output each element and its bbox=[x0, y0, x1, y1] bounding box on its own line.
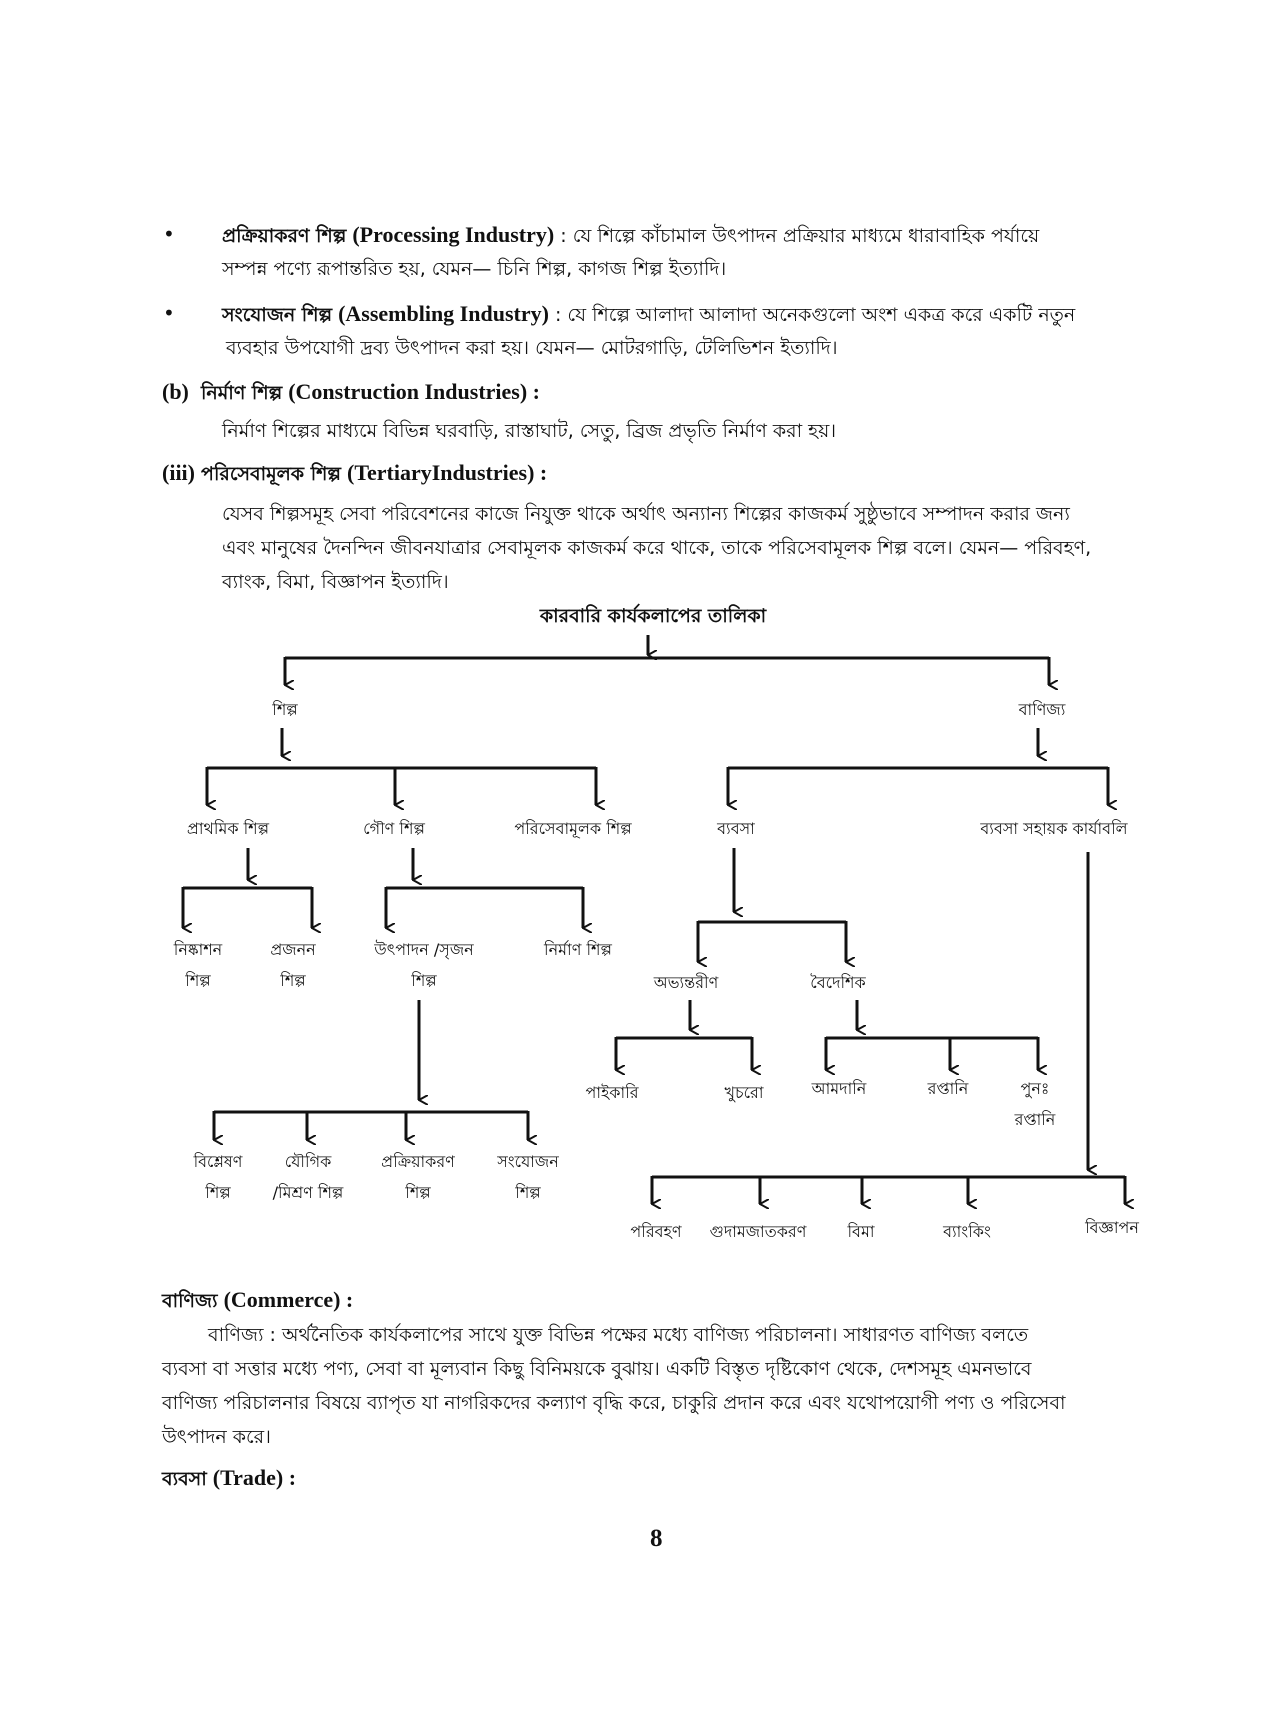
node-parisebamulak: পরিসেবামূলক শিল্প bbox=[514, 819, 632, 838]
node-paikari: পাইকারি bbox=[585, 1083, 639, 1102]
section-iii-title-bn: পরিসেবামূলক শিল্প bbox=[201, 463, 341, 485]
node-bima: বিমা bbox=[847, 1222, 875, 1241]
node-bishleshan-1: বিশ্লেষণ bbox=[193, 1152, 243, 1171]
commerce-text-3: বাণিজ্য পরিচালনার বিষয়ে ব্যাপৃত যা নাগরিকদের কল্যাণ বৃদ্ধি করে, চাকুরি প্রদান করে এবং যথোপয়োগী পণ্য ও পরিসেবা bbox=[162, 1392, 1066, 1414]
node-banking: ব্যাংকিং bbox=[943, 1222, 991, 1241]
section-iii-text-2: এবং মানুষের দৈনন্দিন জীবনযাত্রার সেবামূলক কাজকর্ম করে থাকে, তাকে পরিসেবামূলক শিল্প বলে। যেমন— পরিবহণ, bbox=[222, 537, 1092, 559]
node-yougik-1: যৌগিক bbox=[284, 1152, 332, 1171]
node-bigyapan: বিজ্ঞাপন bbox=[1085, 1218, 1139, 1237]
node-nishkashan-2: শিল্প bbox=[185, 971, 211, 990]
bullet-dot: • bbox=[163, 222, 175, 246]
node-yougik-2: /মিশ্রণ শিল্প bbox=[272, 1183, 344, 1202]
section-iii-marker: (iii) bbox=[162, 460, 195, 485]
assembling-title-bn: সংযোজন শিল্প bbox=[222, 304, 333, 326]
node-punah-2: রপ্তানি bbox=[1014, 1110, 1056, 1129]
trade-heading bbox=[162, 1461, 296, 1496]
node-abhyantarin: অভ্যন্তরীণ bbox=[653, 973, 719, 992]
node-khuchro: খুচরো bbox=[724, 1083, 764, 1102]
node-sangojan-1: সংযোজন bbox=[497, 1152, 559, 1171]
node-gaun: গৌণ শিল্প bbox=[363, 819, 425, 838]
node-bishleshan-2: শিল্প bbox=[205, 1183, 231, 1202]
assembling-text-2: ব্যবহার উপযোগী দ্রব্য উৎপাদন করা হয়। যেমন— মোটরগাড়ি, টেলিভিশন ইত্যাদি। bbox=[226, 337, 838, 359]
trade-title-en: (Trade) : bbox=[212, 1465, 297, 1490]
section-iii-text-1: যেসব শিল্পসমূহ সেবা পরিবেশনের কাজে নিযুক্ত থাকে অর্থাৎ অন্যান্য শিল্পের কাজকর্ম সুষ্ঠুভাবে সম্পাদন করার জন্য bbox=[222, 503, 1070, 525]
commerce-title-bn: বাণিজ্য bbox=[162, 1290, 218, 1312]
commerce-title-en: (Commerce) : bbox=[223, 1287, 354, 1312]
node-prakriyakaran-1: প্রক্রিয়াকরণ bbox=[381, 1152, 455, 1171]
commerce-text-1: বাণিজ্য : অর্থনৈতিক কার্যকলাপের সাথে যুক্ত বিভিন্ন পক্ষের মধ্যে বাণিজ্য পরিচালনা। সাধারণত বাণিজ্য বলতে bbox=[208, 1324, 1029, 1346]
node-prajanan-2: শিল্প bbox=[280, 971, 306, 990]
node-banijya: বাণিজ্য bbox=[1018, 700, 1066, 719]
commerce-heading bbox=[162, 1283, 353, 1318]
processing-title-bn: প্রক্রিয়াকরণ শিল্প bbox=[222, 225, 347, 247]
node-gudam: গুদামজাতকরণ bbox=[709, 1222, 807, 1241]
page-number: 8 bbox=[650, 1525, 663, 1552]
chart-title: কারবারি কার্যকলাপের তালিকা bbox=[539, 605, 767, 627]
node-prathamik: প্রাথমিক শিল্প bbox=[186, 819, 270, 838]
node-prakriyakaran-2: শিল্প bbox=[405, 1183, 431, 1202]
node-amdani: আমদানি bbox=[811, 1079, 867, 1098]
node-byabsa: ব্যবসা bbox=[717, 819, 755, 838]
node-prajanan-1: প্রজনন bbox=[270, 940, 316, 959]
processing-text-2: সম্পন্ন পণ্যে রূপান্তরিত হয়, যেমন— চিনি শিল্প, কাগজ শিল্প ইত্যাদি। bbox=[222, 258, 727, 280]
node-paribahan: পরিবহণ bbox=[630, 1222, 682, 1241]
node-baideshik: বৈদেশিক bbox=[810, 973, 866, 992]
node-nirman: নির্মাণ শিল্প bbox=[544, 940, 612, 959]
assembling-text-1: : যে শিল্পে আলাদা আলাদা অনেকগুলো অংশ একত্র করে একটি নতুন bbox=[554, 304, 1076, 326]
node-nishkashan-1: নিষ্কাশন bbox=[173, 940, 223, 959]
section-b-title-en: (Construction Industries) : bbox=[288, 379, 541, 404]
commerce-text-2: ব্যবসা বা সত্তার মধ্যে পণ্য, সেবা বা মূল্যবান কিছু বিনিময়কে বুঝায়। একটি বিস্তৃত দৃষ্টিকোণ থেকে, দেশসমূহ এমনভাবে bbox=[162, 1358, 1032, 1380]
node-raptani: রপ্তানি bbox=[927, 1079, 969, 1098]
section-iii-title-en: (TertiaryIndustries) : bbox=[347, 460, 548, 485]
node-sangojan-2: শিল্প bbox=[515, 1183, 541, 1202]
processing-text-1: : যে শিল্পে কাঁচামাল উৎপাদন প্রক্রিয়ার মাধ্যমে ধারাবাহিক পর্যায়ে bbox=[560, 225, 1040, 247]
section-b-body: নির্মাণ শিল্পের মাধ্যমে বিভিন্ন ঘরবাড়ি, রাস্তাঘাট, সেতু, ব্রিজ প্রভৃতি নির্মাণ করা হয়। bbox=[222, 420, 837, 442]
node-utpadan-2: শিল্প bbox=[411, 971, 437, 990]
section-iii-text-3: ব্যাংক, বিমা, বিজ্ঞাপন ইত্যাদি। bbox=[222, 571, 449, 593]
node-punah-1: পুনঃ bbox=[1020, 1079, 1050, 1098]
section-b-marker: (b) bbox=[162, 379, 189, 404]
node-utpadan-1: উৎপাদন /সৃজন bbox=[374, 940, 474, 959]
trade-title-bn: ব্যবসা bbox=[162, 1468, 207, 1490]
chart-connectors bbox=[183, 635, 1125, 1204]
assembling-title-en: (Assembling Industry) bbox=[338, 301, 549, 326]
processing-title-en: (Processing Industry) bbox=[352, 222, 555, 247]
bullet-dot: • bbox=[163, 301, 175, 325]
node-byabsa-sahayak: ব্যবসা সহায়ক কার্যাবলি bbox=[980, 819, 1128, 838]
commerce-text-4: উৎপাদন করে। bbox=[162, 1426, 271, 1448]
node-shilpa: শিল্প bbox=[272, 700, 298, 719]
section-b-title-bn: নির্মাণ শিল্প bbox=[200, 382, 283, 404]
